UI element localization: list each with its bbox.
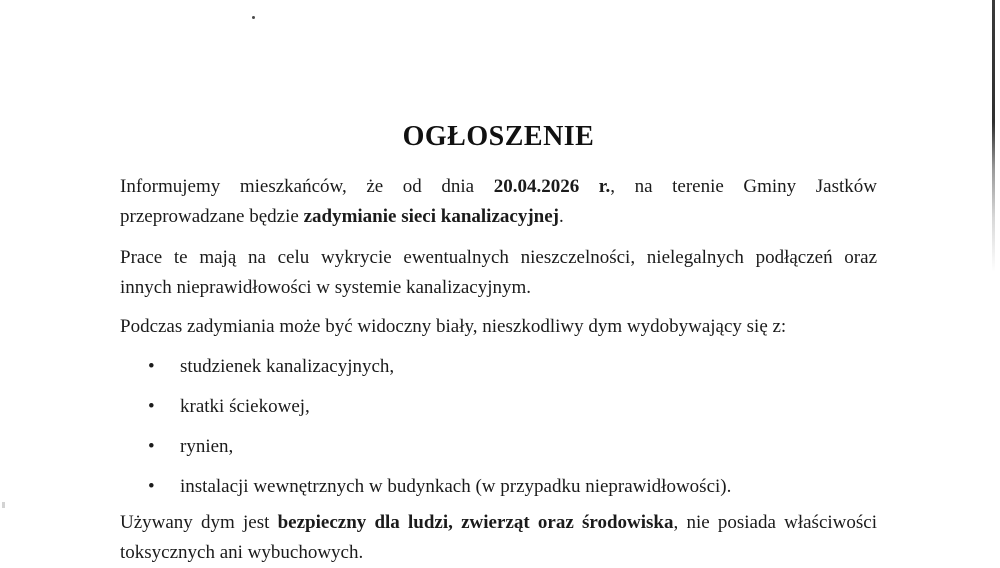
paragraph [120, 312, 877, 342]
paragraph [120, 508, 877, 568]
document-body [120, 172, 877, 568]
list-item [120, 432, 877, 462]
text-run: Informujemy mieszkańców, że od dnia [120, 176, 494, 197]
list-item-text: studzienek kanalizacyjnych, [180, 356, 395, 377]
text-run: , nie posiada właściwości [673, 512, 877, 533]
text-run: Prace te mają na celu wykrycie ewentualnych nieszczelności, nielegalnych podłączeń oraz [120, 247, 877, 268]
list-item [120, 472, 877, 502]
text-run: Podczas zadymiania może być widoczny biały, nieszkodliwy dym wydobywający się z: [120, 316, 787, 337]
bullet-icon: • [148, 436, 155, 457]
text-run: . [558, 206, 564, 227]
text-line [120, 508, 877, 538]
list-item [120, 352, 877, 382]
scan-edge-line-artifact [992, 0, 995, 272]
bullet-icon: • [148, 396, 155, 417]
list-item-text: rynien, [180, 436, 234, 457]
list-item [120, 392, 877, 422]
paragraph [120, 243, 877, 303]
text-run: toksycznych ani wybuchowych. [120, 542, 364, 563]
list-item-text: instalacji wewnętrznych w budynkach (w przypadku nieprawidłowości). [180, 476, 732, 497]
text-line [120, 538, 877, 568]
scan-left-mark-artifact [2, 502, 5, 508]
text-line [120, 243, 877, 273]
paragraph [120, 172, 877, 232]
text-line [120, 312, 877, 342]
text-run: 20.04.2026 r. [493, 176, 611, 197]
text-line [120, 273, 877, 303]
document-content [120, 0, 877, 568]
bullet-icon: • [148, 356, 155, 377]
text-run: bezpieczny dla ludzi, zwierząt oraz środowiska [277, 512, 674, 533]
scan-speck-artifact [252, 16, 255, 19]
text-run: , na terenie Gminy Jastków [610, 176, 877, 197]
bullet-icon: • [148, 476, 155, 497]
text-line [120, 172, 877, 202]
text-line [120, 202, 877, 232]
text-run: przeprowadzane będzie [120, 206, 304, 227]
document-title: OGŁOSZENIE [402, 121, 595, 152]
list-item-text: kratki ściekowej, [180, 396, 310, 417]
bullet-list [120, 352, 877, 502]
text-run: Używany dym jest [120, 512, 278, 533]
text-run: zadymianie sieci kanalizacyjnej [303, 206, 559, 227]
text-run: innych nieprawidłowości w systemie kanalizacyjnym. [120, 277, 532, 298]
